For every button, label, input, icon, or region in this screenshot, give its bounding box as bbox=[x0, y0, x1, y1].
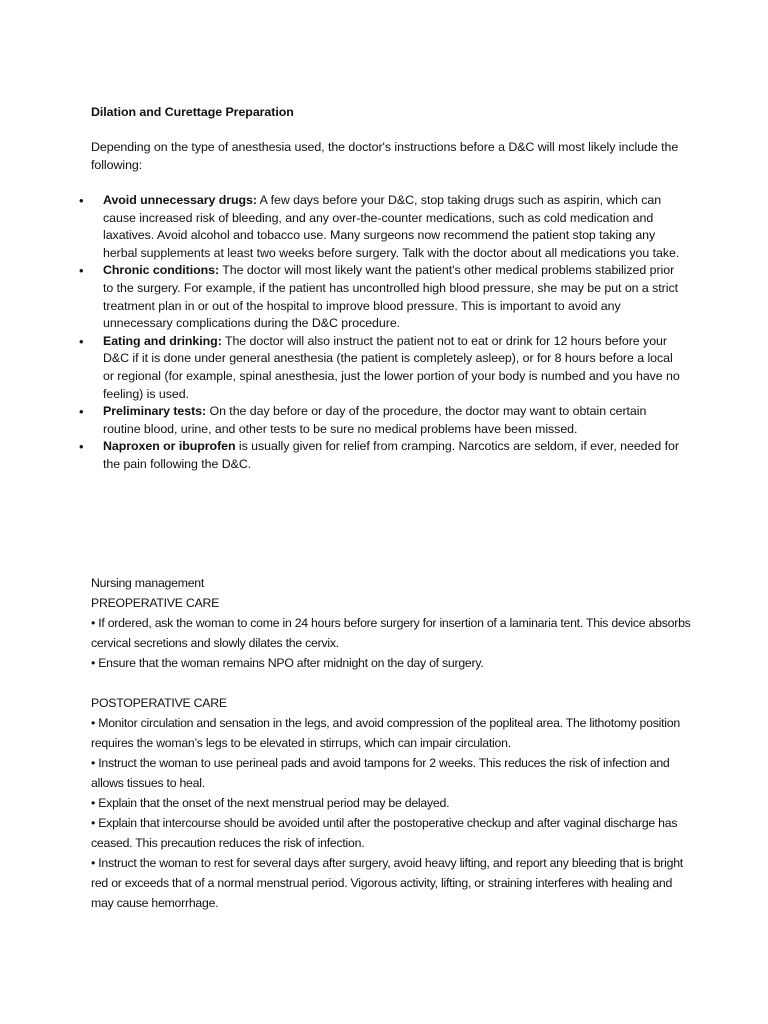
postop-heading: POSTOPERATIVE CARE bbox=[91, 696, 227, 710]
postop-item: • Instruct the woman to use perineal pads and avoid tampons for 2 weeks. This reduces the risk of infection and allows tissues to heal. bbox=[91, 756, 670, 790]
list-item-text: The doctor will most likely want the patient's other medical problems stabilized prior to the surgery. For example, if the patient has uncontrolled high blood pressure, she may be put on a strict treatment plan in or out of the hospital to improve blood pressure. This is important to avoid any unnecessary complications during the D&C procedure. bbox=[103, 263, 678, 331]
list-item-text: The doctor will also instruct the patient not to eat or drink for 12 hours before your D&C if it is done under general anesthesia (the patient is completely asleep), or for 8 hours before a local or regional (for example, spinal anesthesia, just the lower portion of your body is numbed and you have no feeling) is used. bbox=[103, 333, 680, 401]
postop-item: • Monitor circulation and sensation in the legs, and avoid compression of the popliteal area. The lithotomy position requires the woman’s legs to be elevated in stirrups, which can impair circulation. bbox=[91, 716, 680, 750]
dc-preparation-section bbox=[79, 104, 681, 471]
bullet-icon: • bbox=[79, 439, 84, 455]
list-item bbox=[79, 333, 681, 403]
bullet-icon: • bbox=[79, 333, 84, 349]
bullet-icon: • bbox=[79, 263, 84, 279]
section-title: Dilation and Curettage Preparation bbox=[91, 105, 294, 119]
bullet-icon: • bbox=[79, 193, 84, 208]
list-item-lead: Eating and drinking: bbox=[103, 333, 222, 348]
nursing-management-section bbox=[91, 573, 691, 913]
list-item bbox=[79, 438, 681, 473]
list-item-text: A few days before your D&C, stop taking drugs such as aspirin, which can cause increased risk of bleeding, and any over-the-counter medications, such as cold medication and laxatives. Avoid alcohol and tobacco use. Many surgeons now recommend the patient stop taking any herbal supplements at least two weeks before surgery. Talk with the doctor about all medications you take. bbox=[103, 193, 680, 260]
list-item-lead: Naproxen or ibuprofen bbox=[103, 439, 236, 454]
intro-paragraph: Depending on the type of anesthesia used, the doctor's instructions before a D&C will most likely include the following: bbox=[91, 140, 679, 172]
list-item-lead: Avoid unnecessary drugs: bbox=[103, 193, 257, 207]
list-item bbox=[79, 262, 681, 332]
preop-heading: PREOPERATIVE CARE bbox=[91, 596, 220, 610]
list-item-lead: Preliminary tests: bbox=[103, 404, 207, 419]
list-item-text: On the day before or day of the procedure, the doctor may want to obtain certain routine blood, urine, and other tests to be sure no medical problems have been missed. bbox=[103, 404, 647, 436]
nursing-heading: Nursing management bbox=[91, 576, 205, 590]
preop-item: • Ensure that the woman remains NPO after midnight on the day of surgery. bbox=[91, 656, 484, 670]
list-item-lead: Chronic conditions: bbox=[103, 263, 220, 278]
bullet-icon: • bbox=[79, 404, 84, 420]
preop-item: • If ordered, ask the woman to come in 24 hours before surgery for insertion of a laminaria tent. This device absorbs cervical secretions and slowly dilates the cervix. bbox=[91, 616, 691, 650]
spacer bbox=[91, 673, 691, 693]
list-item bbox=[79, 192, 681, 262]
postop-item: • Explain that intercourse should be avoided until after the postoperative checkup and after vaginal discharge has ceased. This precaution reduces the risk of infection. bbox=[91, 816, 678, 850]
list-item bbox=[79, 403, 681, 438]
instruction-list bbox=[79, 192, 681, 474]
list-item-text: is usually given for relief from cramping. Narcotics are seldom, if ever, needed for the pain following the D&C. bbox=[103, 439, 679, 471]
postop-item: • Instruct the woman to rest for several days after surgery, avoid heavy lifting, and report any bleeding that is bright red or exceeds that of a normal menstrual period. Vigorous activity, lifting, or straining interferes with healing and may cause hemorrhage. bbox=[91, 856, 683, 910]
postop-item: • Explain that the onset of the next menstrual period may be delayed. bbox=[91, 796, 450, 810]
